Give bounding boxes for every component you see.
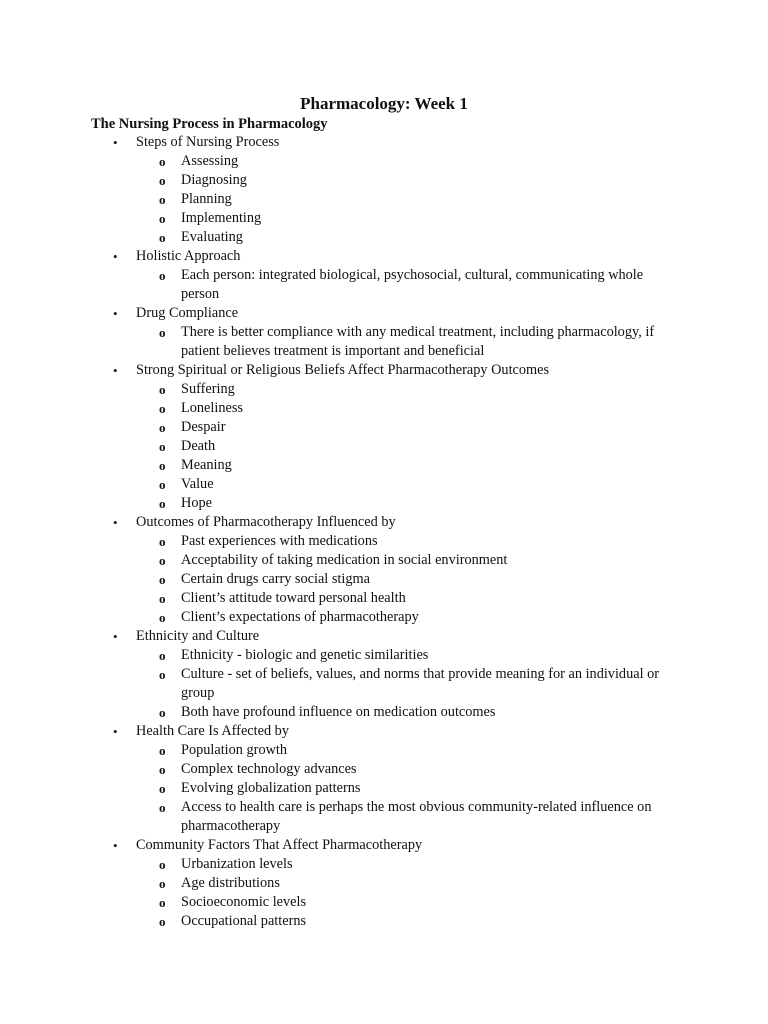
- bullet-icon: •: [113, 629, 118, 644]
- circle-bullet-icon: o: [159, 401, 166, 416]
- sub-item-text: Suffering: [181, 381, 235, 397]
- circle-bullet-icon: o: [159, 743, 166, 758]
- sub-item-text: Client’s expectations of pharmacotherapy: [181, 609, 419, 625]
- sub-item-text: Age distributions: [181, 875, 280, 891]
- sub-item-text: Complex technology advances: [181, 761, 357, 777]
- circle-bullet-icon: o: [159, 781, 166, 796]
- sub-item-text: Culture - set of beliefs, values, and norms that provide meaning for an individual or group: [181, 666, 660, 701]
- circle-bullet-icon: o: [159, 192, 166, 207]
- circle-bullet-icon: o: [159, 230, 166, 245]
- sub-list: [136, 323, 768, 361]
- circle-bullet-icon: o: [159, 667, 166, 682]
- sub-item-text: Assessing: [181, 153, 239, 169]
- outline-item-text: Community Factors That Affect Pharmacotherapy: [136, 837, 423, 853]
- sub-item: [0, 608, 768, 627]
- sub-item: [0, 418, 768, 437]
- circle-bullet-icon: o: [159, 705, 166, 720]
- sub-item: [0, 228, 768, 247]
- circle-bullet-icon: o: [159, 534, 166, 549]
- circle-bullet-icon: o: [159, 857, 166, 872]
- circle-bullet-icon: o: [159, 382, 166, 397]
- sub-item-text: Both have profound influence on medication outcomes: [181, 704, 496, 720]
- bullet-icon: •: [113, 838, 118, 853]
- outline-item-text: Strong Spiritual or Religious Beliefs Affect Pharmacotherapy Outcomes: [136, 362, 550, 378]
- outline-item-text: Steps of Nursing Process: [136, 134, 280, 150]
- sub-item: [0, 551, 768, 570]
- sub-item-text: Occupational patterns: [181, 913, 307, 929]
- sub-item: [0, 152, 768, 171]
- sub-item: [0, 855, 768, 874]
- sub-item-text: Certain drugs carry social stigma: [181, 571, 370, 587]
- circle-bullet-icon: o: [159, 876, 166, 891]
- sub-item: [0, 665, 768, 703]
- sub-item-text: Past experiences with medications: [181, 533, 378, 549]
- outline-item: [0, 247, 768, 304]
- circle-bullet-icon: o: [159, 477, 166, 492]
- sub-item: [0, 912, 768, 931]
- sub-list: [136, 741, 768, 836]
- bullet-icon: •: [113, 249, 118, 264]
- circle-bullet-icon: o: [159, 154, 166, 169]
- circle-bullet-icon: o: [159, 553, 166, 568]
- sub-item: [0, 266, 768, 304]
- sub-item: [0, 323, 768, 361]
- sub-item-text: Planning: [181, 191, 232, 207]
- sub-item: [0, 646, 768, 665]
- sub-item: [0, 475, 768, 494]
- sub-item-text: Ethnicity - biologic and genetic similarities: [181, 647, 429, 663]
- circle-bullet-icon: o: [159, 610, 166, 625]
- sub-item: [0, 703, 768, 722]
- sub-list: [136, 855, 768, 931]
- circle-bullet-icon: o: [159, 895, 166, 910]
- outline-item-text: Drug Compliance: [136, 305, 239, 321]
- sub-item: [0, 893, 768, 912]
- circle-bullet-icon: o: [159, 173, 166, 188]
- sub-item-text: Each person: integrated biological, psychosocial, cultural, communicating whole person: [181, 267, 644, 302]
- outline-item-text: Holistic Approach: [136, 248, 241, 264]
- sub-item-text: Access to health care is perhaps the most obvious community-related influence on pharmacotherapy: [181, 799, 652, 834]
- circle-bullet-icon: o: [159, 572, 166, 587]
- sub-item-text: Socioeconomic levels: [181, 894, 307, 910]
- sub-item: [0, 171, 768, 190]
- outline-item: [0, 836, 768, 931]
- outline-item: [0, 304, 768, 361]
- sub-item-text: Value: [181, 476, 214, 492]
- circle-bullet-icon: o: [159, 648, 166, 663]
- sub-item-text: Loneliness: [181, 400, 243, 416]
- circle-bullet-icon: o: [159, 914, 166, 929]
- sub-item: [0, 456, 768, 475]
- document-title: Pharmacology: Week 1: [300, 94, 468, 113]
- sub-item-text: Evaluating: [181, 229, 243, 245]
- circle-bullet-icon: o: [159, 211, 166, 226]
- outline-list: [0, 133, 768, 931]
- sub-item-text: Meaning: [181, 457, 232, 473]
- sub-item-text: Acceptability of taking medication in social environment: [181, 552, 508, 568]
- sub-item-text: Urbanization levels: [181, 856, 293, 872]
- circle-bullet-icon: o: [159, 591, 166, 606]
- bullet-icon: •: [113, 724, 118, 739]
- circle-bullet-icon: o: [159, 325, 166, 340]
- circle-bullet-icon: o: [159, 268, 166, 283]
- bullet-icon: •: [113, 135, 118, 150]
- outline-item: [0, 361, 768, 513]
- sub-item: [0, 209, 768, 228]
- sub-item-text: Despair: [181, 419, 226, 435]
- outline-item-text: Outcomes of Pharmacotherapy Influenced by: [136, 514, 396, 530]
- sub-item: [0, 437, 768, 456]
- sub-item-text: Evolving globalization patterns: [181, 780, 361, 796]
- sub-list: [136, 646, 768, 722]
- sub-item-text: Diagnosing: [181, 172, 247, 188]
- sub-item: [0, 760, 768, 779]
- sub-list: [136, 380, 768, 513]
- sub-item: [0, 532, 768, 551]
- sub-list: [136, 152, 768, 247]
- sub-item-text: Client’s attitude toward personal health: [181, 590, 406, 606]
- circle-bullet-icon: o: [159, 458, 166, 473]
- outline-item: [0, 133, 768, 247]
- circle-bullet-icon: o: [159, 496, 166, 511]
- sub-item-text: Hope: [181, 495, 212, 511]
- sub-list: [136, 532, 768, 627]
- sub-item-text: Population growth: [181, 742, 288, 758]
- sub-item-text: There is better compliance with any medical treatment, including pharmacology, if patient believes treatment is important and beneficial: [181, 324, 655, 359]
- sub-item: [0, 494, 768, 513]
- circle-bullet-icon: o: [159, 439, 166, 454]
- bullet-icon: •: [113, 363, 118, 378]
- sub-item: [0, 589, 768, 608]
- sub-item-text: Implementing: [181, 210, 262, 226]
- outline-item: [0, 627, 768, 722]
- sub-item: [0, 570, 768, 589]
- bullet-icon: •: [113, 515, 118, 530]
- circle-bullet-icon: o: [159, 420, 166, 435]
- bullet-icon: •: [113, 306, 118, 321]
- section-heading: The Nursing Process in Pharmacology: [91, 116, 328, 132]
- circle-bullet-icon: o: [159, 762, 166, 777]
- sub-item: [0, 874, 768, 893]
- outline-item-text: Ethnicity and Culture: [136, 628, 260, 644]
- sub-list: [136, 266, 768, 304]
- sub-item: [0, 798, 768, 836]
- sub-item: [0, 190, 768, 209]
- outline-item: [0, 513, 768, 627]
- sub-item: [0, 741, 768, 760]
- outline-item: [0, 722, 768, 836]
- outline-item-text: Health Care Is Affected by: [136, 723, 289, 739]
- sub-item: [0, 779, 768, 798]
- circle-bullet-icon: o: [159, 800, 166, 815]
- sub-item: [0, 380, 768, 399]
- sub-item: [0, 399, 768, 418]
- sub-item-text: Death: [181, 438, 216, 454]
